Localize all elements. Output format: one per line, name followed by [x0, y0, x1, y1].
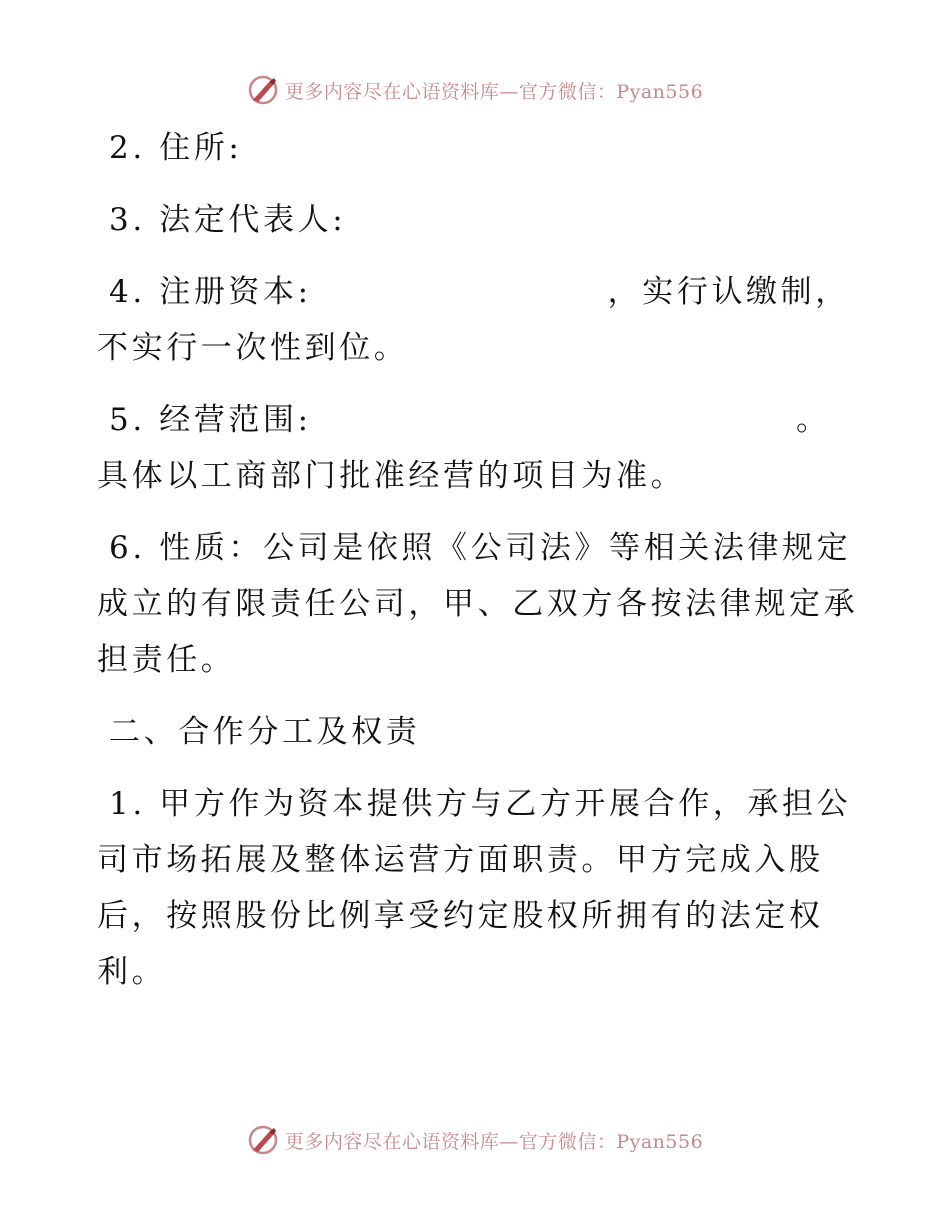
clause-party-a-role-cont-3: 利。	[97, 954, 167, 990]
watermark-text: 更多内容尽在心语资料库—官方微信：Pyan556	[284, 80, 704, 103]
clause-legal-representative: 3. 法定代表人:	[109, 202, 347, 238]
pen-logo-icon	[247, 1124, 279, 1156]
clause-party-a-role-cont-2: 后，按照股份比例享受约定股权所拥有的法定权	[97, 898, 824, 934]
clause-nature-cont-2: 担责任。	[97, 642, 236, 678]
clause-business-scope: 5. 经营范围: 。	[109, 402, 831, 438]
clause-address: 2. 住所:	[109, 130, 243, 166]
clause-party-a-role: 1. 甲方作为资本提供方与乙方开展合作，承担公	[109, 786, 852, 822]
pen-logo-icon	[247, 74, 279, 106]
clause-business-scope-cont: 具体以工商部门批准经营的项目为准。	[97, 458, 686, 494]
document-body	[97, 120, 857, 1000]
clause-registered-capital: 4. 注册资本: ，实行认缴制，	[109, 274, 850, 310]
clause-nature: 6. 性质：公司是依照《公司法》等相关法律规定	[109, 530, 852, 566]
watermark-header	[0, 70, 950, 110]
section-heading-cooperation: 二、合作分工及权责	[109, 714, 421, 750]
clause-registered-capital-cont: 不实行一次性到位。	[97, 330, 409, 366]
clause-nature-cont-1: 成立的有限责任公司，甲、乙双方各按法律规定承	[97, 586, 859, 622]
clause-party-a-role-cont-1: 司市场拓展及整体运营方面职责。甲方完成入股	[97, 842, 824, 878]
watermark-footer	[0, 1120, 950, 1160]
watermark-text: 更多内容尽在心语资料库—官方微信：Pyan556	[284, 1130, 704, 1153]
